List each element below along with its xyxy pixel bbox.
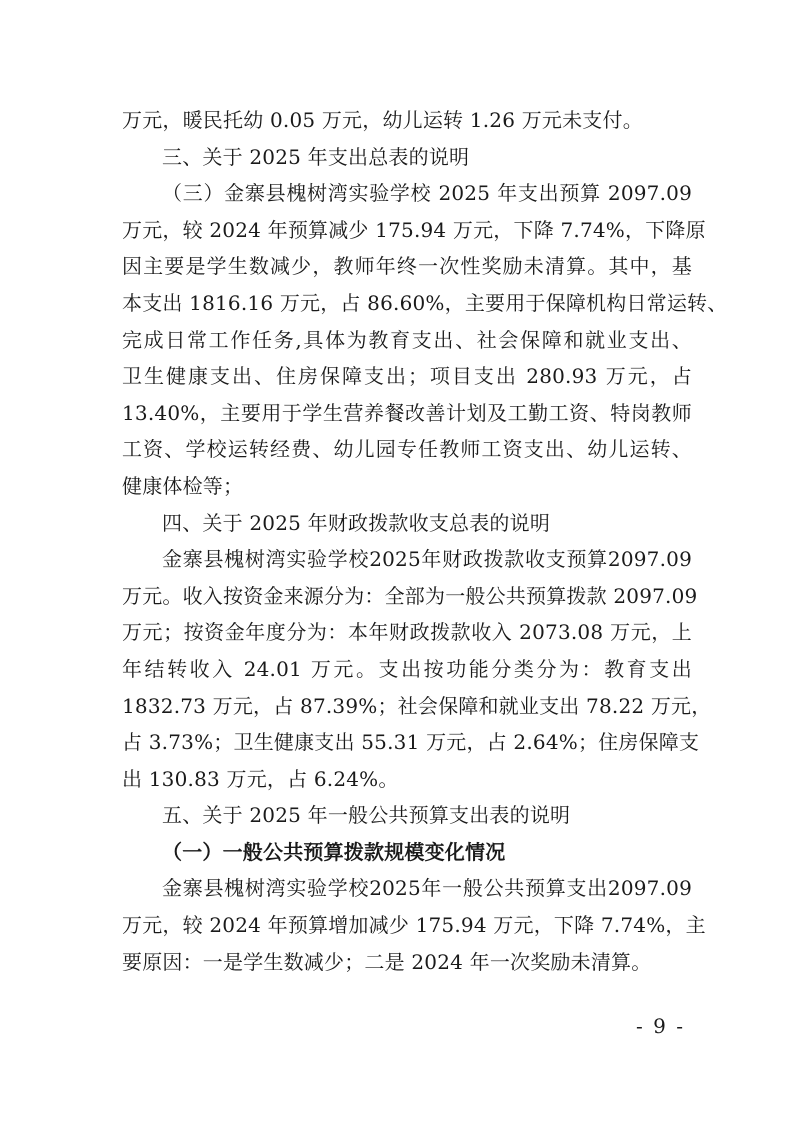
paragraph-line: 万元；按资金年度分为：本年财政拨款收入 2073.08 万元，上 — [122, 620, 692, 645]
document-body — [122, 102, 728, 980]
paragraph-line: 金寨县槐树湾实验学校2025年一般公共预算支出2097.09 — [162, 876, 692, 901]
paragraph-line: （三）金寨县槐树湾实验学校 2025 年支出预算 2097.09 — [162, 181, 692, 206]
paragraph-line: 健康体检等； — [122, 473, 244, 498]
paragraph-line: 本支出 1816.16 万元，占 86.60%，主要用于保障机构日常运转、 — [122, 290, 728, 315]
paragraph-line: 完成日常工作任务,具体为教育支出、社会保障和就业支出、 — [122, 327, 692, 352]
paragraph-line: 金寨县槐树湾实验学校2025年财政拨款收支预算2097.09 — [162, 547, 692, 572]
paragraph-line: 13.40%，主要用于学生营养餐改善计划及工勤工资、特岗教师 — [122, 400, 692, 425]
paragraph-line: 卫生健康支出、住房保障支出；项目支出 280.93 万元，占 — [122, 364, 692, 389]
section-heading-4: 四、关于 2025 年财政拨款收支总表的说明 — [162, 510, 551, 535]
section-heading-5: 五、关于 2025 年一般公共预算支出表的说明 — [162, 803, 571, 828]
paragraph-line: 万元，暖民托幼 0.05 万元，幼儿运转 1.26 万元未支付。 — [122, 108, 643, 132]
paragraph-line: 1832.73 万元，占 87.39%；社会保障和就业支出 78.22 万元， — [122, 693, 712, 718]
paragraph-line: 占 3.73%；卫生健康支出 55.31 万元，占 2.64%；住房保障支 — [122, 730, 700, 755]
section-heading-3: 三、关于 2025 年支出总表的说明 — [162, 144, 470, 169]
paragraph-line: 万元，较 2024 年预算减少 175.94 万元，下降 7.74%，下降原 — [122, 217, 706, 242]
paragraph-line: 出 130.83 万元，占 6.24%。 — [122, 766, 399, 791]
paragraph-line: 年结转收入 24.01 万元。支出按功能分类分为：教育支出 — [122, 656, 692, 681]
paragraph-line: 要原因：一是学生数减少；二是 2024 年一次奖励未清算。 — [122, 949, 652, 974]
paragraph-line: 万元，较 2024 年预算增加减少 175.94 万元，下降 7.74%，主 — [122, 913, 706, 938]
paragraph-line: 因主要是学生数减少，教师年终一次性奖励未清算。其中，基 — [122, 254, 692, 279]
page-number: - 9 - — [636, 1014, 685, 1038]
paragraph-line: 万元。收入按资金来源分为：全部为一般公共预算拨款 2097.09 — [122, 583, 698, 608]
subsection-heading-1: （一）一般公共预算拨款规模变化情况 — [162, 839, 506, 864]
paragraph-line: 工资、学校运转经费、幼儿园专任教师工资支出、幼儿运转、 — [122, 437, 692, 462]
